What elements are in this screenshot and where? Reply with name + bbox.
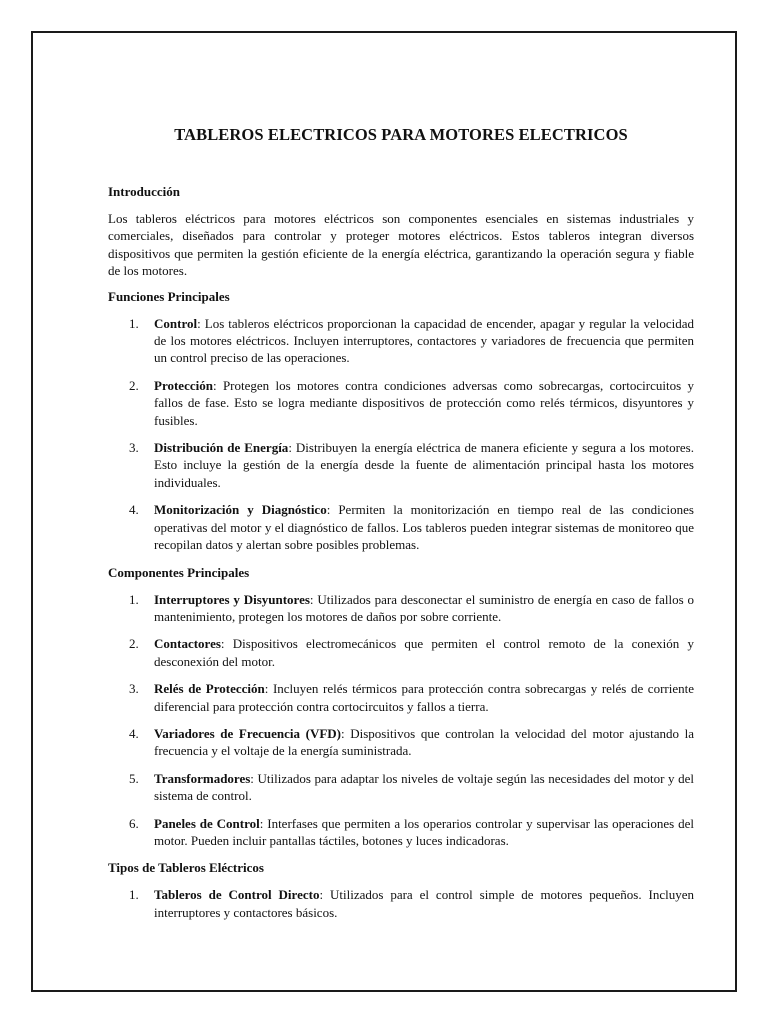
list-item	[108, 886, 694, 921]
list-item-text: : Protegen los motores contra condiciones adversas como sobrecargas, cortocircuitos y fallos de fase. Esto se logra mediante dispositivos de protección como relés térmicos, disyuntores y fusibles.	[154, 377, 694, 428]
list-item-text: : Distribuyen la energía eléctrica de manera eficiente y segura a los motores. Esto incluye la gestión de la energía desde la fuente de alimentación principal hasta los motores individuales.	[154, 440, 694, 490]
list-item-text: : Interfases que permiten a los operarios controlar y supervisar las operaciones del motor. Pueden incluir pantallas táctiles, botones y luces indicadoras.	[154, 815, 694, 848]
list-item-term: Protección	[154, 377, 213, 393]
list-item-term: Distribución de Energía	[154, 440, 289, 456]
list-item-text: : Dispositivos que controlan la velocidad del motor ajustando la frecuencia y el voltaje de la energía suministrada.	[154, 725, 694, 759]
list-item-term: Control	[154, 315, 198, 331]
list-item-number: 1.	[129, 591, 139, 607]
list-item-text: : Dispositivos electromecánicos que permiten el control remoto de la conexión y desconexión del motor.	[154, 636, 694, 669]
document-content	[108, 125, 694, 931]
list-item	[108, 439, 694, 491]
componentes-list	[108, 591, 694, 850]
list-item-term: Paneles de Control	[154, 815, 260, 831]
list-item-text: : Utilizados para desconectar el suministro de energía en caso de fallos o mantenimiento, protegen los motores de daños por sobre corriente.	[154, 591, 694, 624]
list-item	[108, 377, 694, 429]
section-heading-tipos: Tipos de Tableros Eléctricos	[108, 860, 264, 876]
list-item-term: Contactores	[154, 636, 221, 652]
list-item-number: 4.	[129, 725, 139, 741]
list-item	[108, 635, 694, 670]
list-item-number: 5.	[129, 770, 139, 786]
document-page	[31, 31, 737, 992]
section-heading-introduccion: Introducción	[108, 184, 180, 199]
section-heading-funciones: Funciones Principales	[108, 288, 230, 304]
list-item-term: Monitorización y Diagnóstico	[154, 502, 327, 518]
list-item-term: Relés de Protección	[154, 681, 265, 697]
list-item-text: : Utilizados para el control simple de motores pequeños. Incluyen interruptores y contactores básicos.	[154, 887, 694, 920]
list-item-text: : Los tableros eléctricos proporcionan la capacidad de encender, apagar y regular la velocidad de los motores eléctricos. Incluyen interruptores, contactores y variadores de frecuencia que permiten un control preciso de las operaciones.	[154, 315, 694, 366]
list-item-text: : Incluyen relés térmicos para protección contra sobrecargas y relés de corriente diferencial para protección contra cortocircuitos y fallos a tierra.	[154, 681, 695, 714]
list-item-number: 1.	[129, 887, 139, 903]
tipos-list	[108, 886, 694, 921]
list-item	[108, 315, 694, 367]
list-item-number: 2.	[129, 636, 139, 652]
list-item	[108, 680, 694, 715]
list-item-number: 1.	[129, 315, 139, 331]
list-item-number: 3.	[129, 681, 139, 697]
list-item	[108, 770, 694, 805]
list-item-term: Transformadores	[154, 770, 251, 786]
section-heading-componentes: Componentes Principales	[108, 564, 250, 580]
list-item-term: Variadores de Frecuencia (VFD)	[154, 725, 341, 741]
intro-paragraph: Los tableros eléctricos para motores eléctricos son componentes esenciales en sistemas industriales y comerciales, diseñados para controlar y proteger motores eléctricos. Estos tableros integran diversos dispositivos que permiten la gestión eficiente de la energía eléctrica, garantizando la operación segura y fiable de los motores.	[108, 211, 694, 279]
list-item-number: 6.	[129, 815, 139, 831]
list-item-text: : Permiten la monitorización en tiempo real de las condiciones operativas del motor y el diagnóstico de fallos. Los tableros pueden integrar sistemas de monitoreo que recopilan datos y alertan sobre posibles problemas.	[154, 502, 694, 553]
list-item	[108, 815, 694, 850]
list-item-term: Tableros de Control Directo	[154, 887, 320, 903]
list-item-number: 3.	[129, 440, 139, 456]
list-item-text: : Utilizados para adaptar los niveles de voltaje según las necesidades del motor y del sistema de control.	[154, 770, 694, 804]
list-item	[108, 501, 694, 553]
list-item	[108, 591, 694, 626]
funciones-list	[108, 315, 694, 554]
list-item-term: Interruptores y Disyuntores	[154, 591, 310, 607]
list-item-number: 2.	[129, 377, 139, 393]
list-item	[108, 725, 694, 760]
list-item-number: 4.	[129, 502, 139, 518]
document-title: TABLEROS ELECTRICOS PARA MOTORES ELECTRICOS	[174, 125, 628, 144]
